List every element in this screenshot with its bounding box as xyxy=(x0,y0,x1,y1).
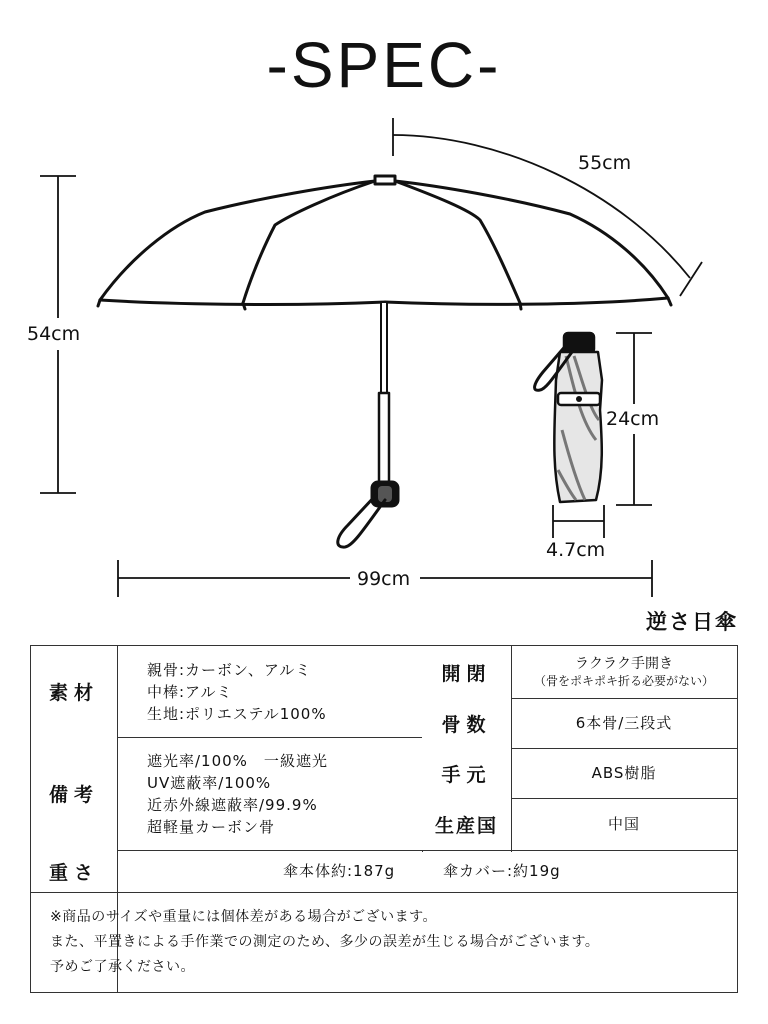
page-title: -SPEC- xyxy=(266,29,502,101)
remarks-line: 近赤外線遮蔽率/99.9% xyxy=(147,796,318,814)
remarks-values xyxy=(147,745,417,843)
material-line: 中棒:アルミ xyxy=(147,683,233,701)
material-values xyxy=(147,656,417,728)
product-type-label: 逆さ日傘 xyxy=(646,610,738,634)
material-header: 素材 xyxy=(31,646,117,737)
opening-sub: （骨をポキポキ折る必要がない） xyxy=(533,674,714,688)
weight-header: 重さ xyxy=(31,850,117,892)
ribs-header: 骨数 xyxy=(422,698,511,748)
origin-header: 生産国 xyxy=(422,798,511,850)
weight-cover-value: 傘カバー:約19g xyxy=(443,862,561,880)
remarks-header: 備考 xyxy=(31,737,117,850)
note-line: また、平置きによる手作業での測定のため、多少の誤差が生じる場合がございます。 xyxy=(50,934,600,950)
material-line: 生地:ポリエステル100% xyxy=(147,705,327,723)
origin-value: 中国 xyxy=(607,815,640,833)
notes xyxy=(50,905,599,980)
material-line: 親骨:カーボン、アルミ xyxy=(147,661,312,679)
opening-header: 開閉 xyxy=(422,646,511,698)
ribs-value: 6本骨/三段式 xyxy=(575,714,673,732)
folded-length-label: 24cm xyxy=(606,408,660,430)
open-height-label: 54cm xyxy=(27,323,81,345)
remarks-line: 超軽量カーボン骨 xyxy=(147,818,276,836)
handle-value: ABS樹脂 xyxy=(591,764,657,782)
opening-value: ラクラク手開き xyxy=(575,656,673,672)
open-width-label: 99cm xyxy=(357,568,411,590)
folded-umbrella-illustration xyxy=(535,333,602,502)
note-line: ※商品のサイズや重量には個体差がある場合がございます。 xyxy=(50,909,437,925)
folded-diameter-label: 4.7cm xyxy=(546,539,606,561)
rib-length-label: 55cm xyxy=(578,152,632,174)
opening-value-cell xyxy=(511,646,737,698)
remarks-line: 遮光率/100% 一級遮光 xyxy=(147,752,328,770)
remarks-line: UV遮蔽率/100% xyxy=(147,774,272,792)
folded-diameter-dimension xyxy=(553,505,604,538)
weight-body-value: 傘本体約:187g xyxy=(283,862,396,880)
note-line: 予めご了承ください。 xyxy=(50,959,195,975)
handle-header: 手元 xyxy=(422,748,511,798)
